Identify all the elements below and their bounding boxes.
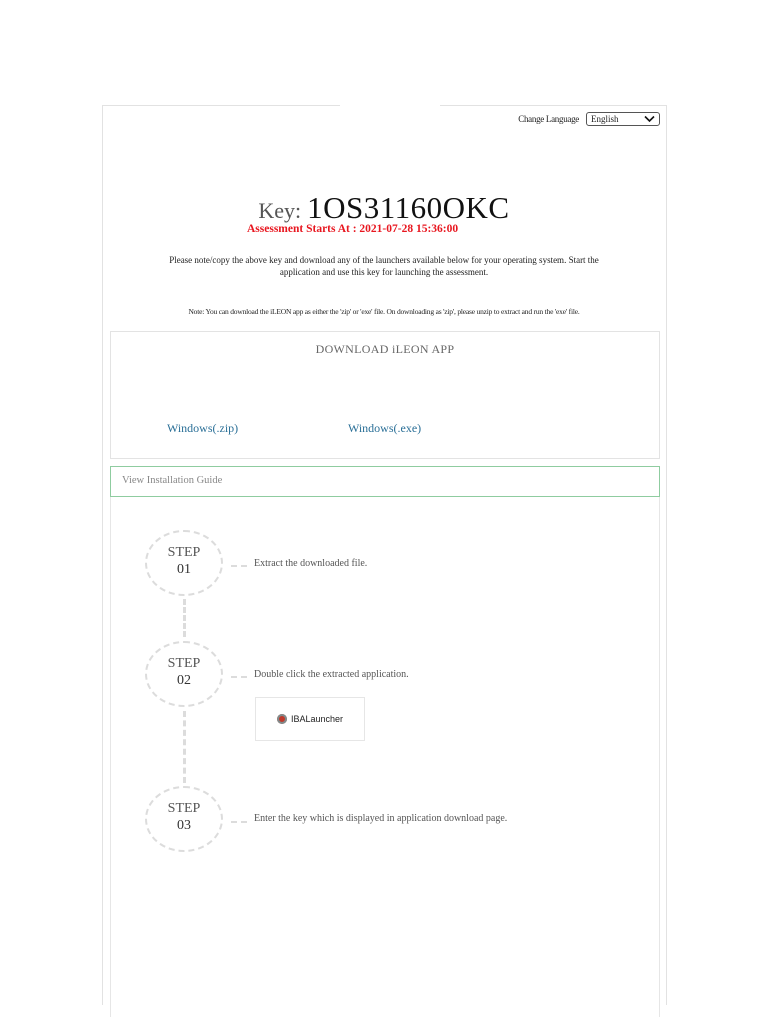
step-1-circle [145,530,223,596]
language-select-value: English [591,114,619,124]
launcher-example [255,697,365,741]
step-1-text: Extract the downloaded file. [254,558,368,569]
key-display [0,190,768,226]
step-connector-vertical [183,599,186,637]
step-3-word: STEP [167,801,201,816]
step-3-connector [231,821,247,823]
key-value: 1OS31160OKC [307,190,510,225]
download-note: Note: You can download the iLEON app as either the 'zip' or 'exe' file. On downloading as 'zip', please unzip to extract and run the 'exe' file. [188,307,580,316]
language-selector-row [518,112,660,126]
step-1-connector [231,565,247,567]
step-2-circle [145,641,223,707]
step-connector-vertical [183,711,186,783]
launcher-app-icon [277,714,287,724]
change-language-label: Change Language [518,114,579,124]
step-1-word: STEP [167,545,201,560]
step-1-number: 01 [177,562,191,577]
language-select[interactable] [586,112,660,126]
windows-exe-link[interactable]: Windows(.exe) [348,421,422,435]
card-top-gap [340,102,440,108]
download-panel [110,331,660,459]
step-3-text: Enter the key which is displayed in application download page. [254,813,508,824]
step-3-circle [145,786,223,852]
windows-zip-link[interactable]: Windows(.zip) [167,421,239,435]
instructions-text: Please note/copy the above key and download any of the launchers available below for your operating system. Start the application and use this key for launching the assessment. [169,255,599,277]
key-label: Key: [258,198,302,223]
step-2-connector [231,676,247,678]
launcher-name: IBALauncher [290,714,344,724]
chevron-down-icon [644,115,655,123]
installation-guide-label: View Installation Guide [122,475,223,486]
step-2-text: Double click the extracted application. [254,669,409,680]
step-2-word: STEP [167,656,201,671]
installation-guide-toggle[interactable] [110,466,660,497]
step-3-number: 03 [177,818,191,833]
download-title: DOWNLOAD iLEON APP [315,342,455,356]
step-2-number: 02 [177,673,191,688]
assessment-start-time: Assessment Starts At : 2021-07-28 15:36:00 [247,223,459,235]
